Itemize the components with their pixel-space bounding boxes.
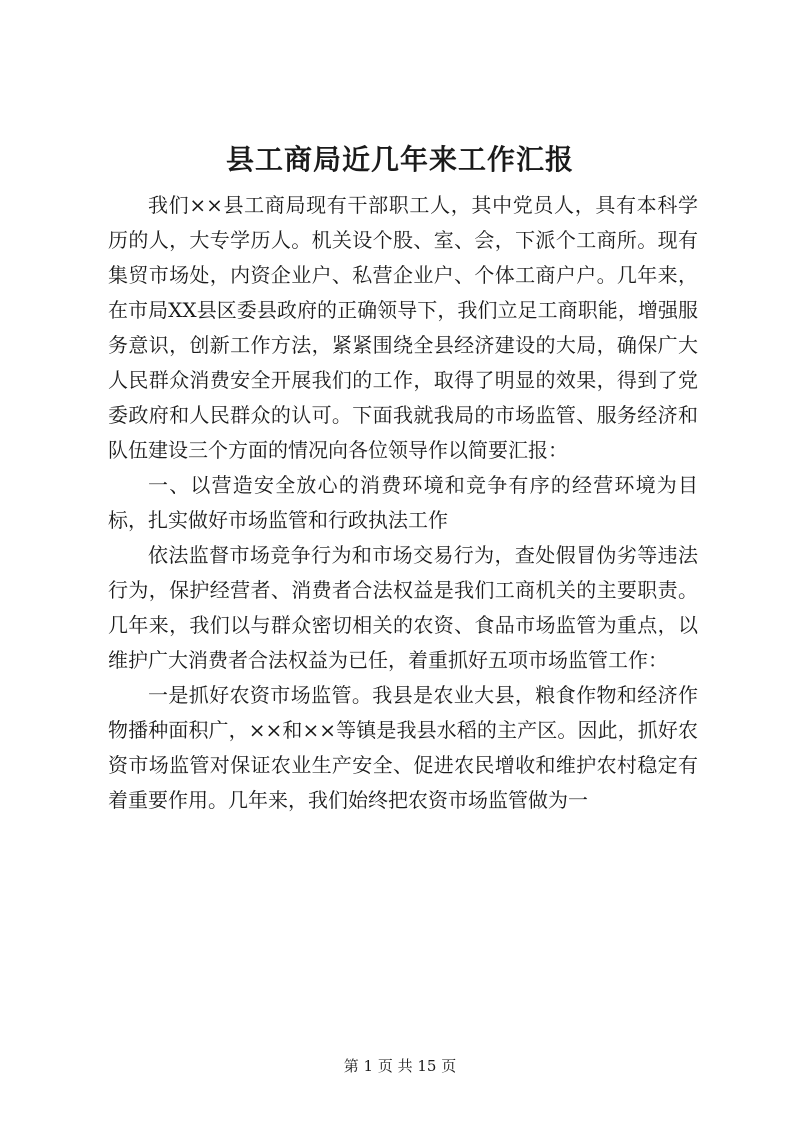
page-number-footer: 第 1 页 共 15 页: [343, 1057, 457, 1075]
paragraph-agricultural-market: 一是抓好农资市场监管。我县是农业大县，粮食作物和经济作物播种面积广，××和××等镇是我县水稻的主产区。因此，抓好农资市场监管对保证农业生产安全、促进农民增收和维护农村稳定有着重要作用。几年来，我们始终把农资市场监管做为一: [108, 683, 698, 812]
paragraph-intro: 我们××县工商局现有干部职工人，其中党员人，具有本科学历的人，大专学历人。机关设个股、室、会，下派个工商所。现有集贸市场处，内资企业户、私营企业户、个体工商户户。几年来，在市局XX县区委县政府的正确领导下，我们立足工商职能，增强服务意识，创新工作方法，紧紧围绕全县经济建设的大局，确保广大人民群众消费安全开展我们的工作，取得了明显的效果，得到了党委政府和人民群众的认可。下面我就我局的市场监管、服务经济和队伍建设三个方面的情况向各位领导作以简要汇报：: [108, 193, 698, 462]
paragraph-market-supervision: 依法监督市场竞争行为和市场交易行为，查处假冒伪劣等违法行为，保护经营者、消费者合法权益是我们工商机关的主要职责。几年来，我们以与群众密切相关的农资、食品市场监管为重点，以维护广大消费者合法权益为已任，着重抓好五项市场监管工作：: [108, 543, 698, 672]
paragraph-section-heading: 一、以营造安全放心的消费环境和竞争有序的经营环境为目标，扎实做好市场监管和行政执法工作: [108, 473, 698, 532]
document-title: 县工商局近几年来工作汇报: [225, 143, 574, 176]
document-body: [108, 188, 698, 818]
